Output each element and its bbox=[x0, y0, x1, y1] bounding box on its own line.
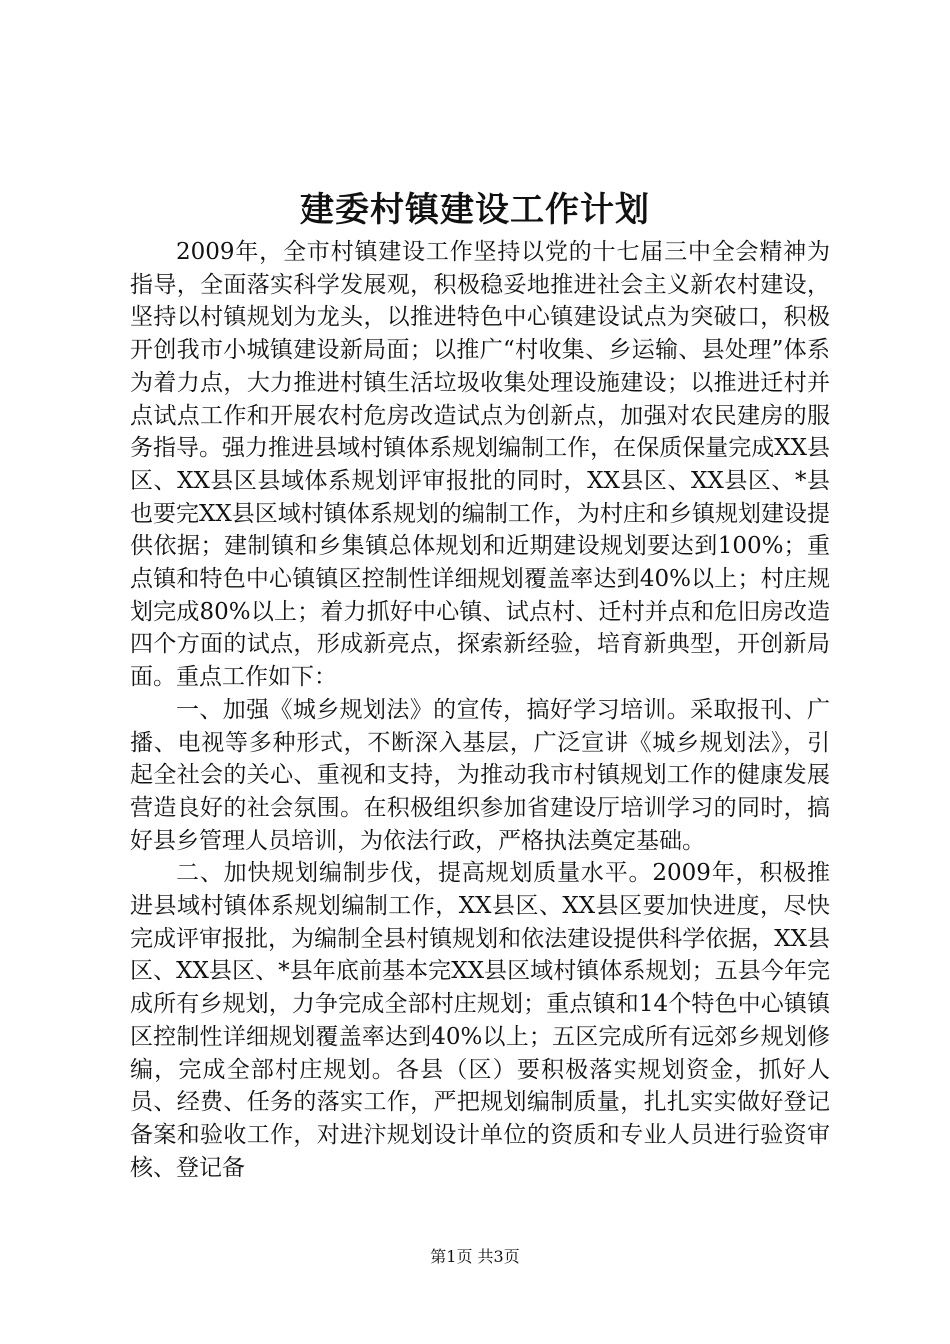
paragraph-intro: 2009年，全市村镇建设工作坚持以党的十七届三中全会精神为指导，全面落实科学发展观，积极稳妥地推进社会主义新农村建设，坚持以村镇规划为龙头，以推进特色中心镇建设试点为突破口，积极开创我市小城镇建设新局面；以推广“村收集、乡运输、县处理”体系为着力点，大力推进村镇生活垃圾收集处理设施建设；以推进迁村并点试点工作和开展农村危房改造试点为创新点，加强对农民建房的服务指导。强力推进县域村镇体系规划编制工作，在保质保量完成XX县区、XX县区县域体系规划评审报批的同时，XX县区、XX县区、*县也要完XX县区域村镇体系规划的编制工作，为村庄和乡镇规划建设提供依据；建制镇和乡集镇总体规划和近期建设规划要达到100%；重点镇和特色中心镇镇区控制性详细规划覆盖率达到40%以上；村庄规划完成80%以上；着力抓好中心镇、试点村、迁村并点和危旧房改造四个方面的试点，形成新亮点，探索新经验，培育新典型，开创新局面。重点工作如下： bbox=[130, 239, 830, 691]
paragraph-section-2: 二、加快规划编制步伐，提高规划质量水平。2009年，积极推进县域村镇体系规划编制工作，XX县区、XX县区要加快进度，尽快完成评审报批，为编制全县村镇规划和依法建设提供科学依据，XX县区、XX县区、*县年底前基本完XX县区域村镇体系规划；五县今年完成所有乡规划，力争完成全部村庄规划；重点镇和14个特色中心镇镇区控制性详细规划覆盖率达到40%以上；五区完成所有远郊乡规划修编，完成全部村庄规划。各县（区）要积极落实规划资金，抓好人员、经费、任务的落实工作，严把规划编制质量，扎扎实实做好登记备案和验收工作，对进汴规划设计单位的资质和专业人员进行验资审核、登记备 bbox=[130, 860, 830, 1181]
document-title: 建委村镇建设工作计划 bbox=[300, 190, 650, 230]
paragraph-section-1: 一、加强《城乡规划法》的宣传，搞好学习培训。采取报刊、广播、电视等多种形式，不断深入基层，广泛宣讲《城乡规划法》，引起全社会的关心、重视和支持，为推动我市村镇规划工作的健康发展营造良好的社会氛围。在积极组织参加省建设厅培训学习的同时，搞好县乡管理人员培训，为依法行政，严格执法奠定基础。 bbox=[130, 696, 830, 854]
page-footer: 第1页 共3页 bbox=[430, 1247, 520, 1266]
document-body bbox=[130, 236, 830, 1184]
